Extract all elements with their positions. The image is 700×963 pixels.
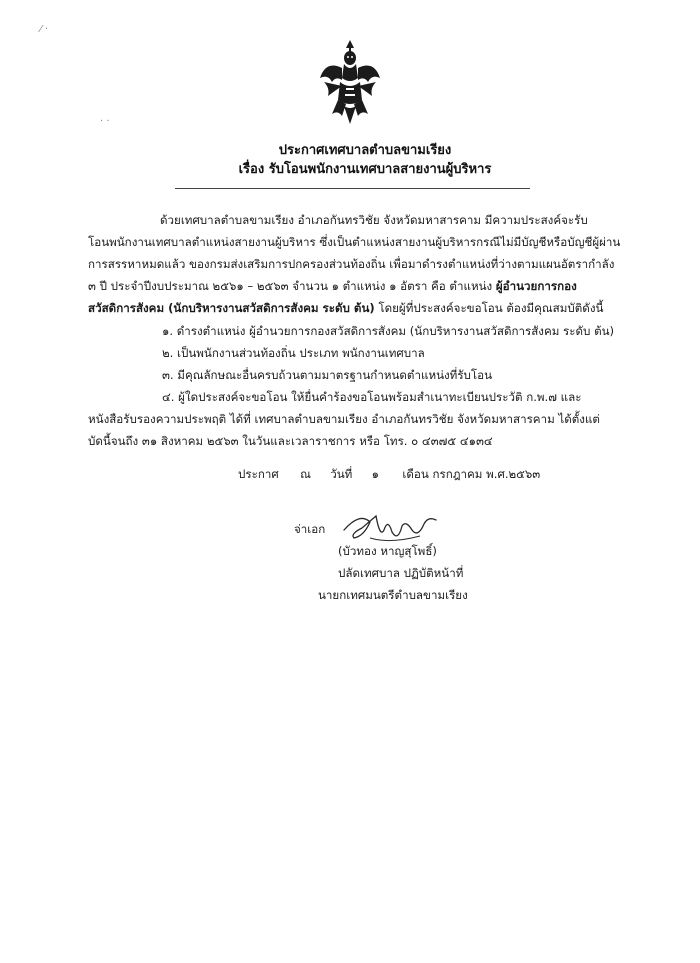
signer-position: ปลัดเทศบาล ปฏิบัติหน้าที่ — [338, 566, 464, 580]
announce-at: ณ — [300, 467, 311, 481]
body-line: การสรรหาหมดแล้ว ของกรมส่งเสริมการปกครองส่วนท้องถิ่น เพื่อมาดำรงตำแหน่งที่ว่างตามแผนอัตรากำลัง — [88, 257, 615, 271]
title-divider — [175, 188, 530, 189]
garuda-emblem-icon — [318, 38, 382, 126]
document-subject: เรื่อง รับโอนพนักงานเทศบาลสายงานผู้บริหาร — [238, 162, 492, 177]
qualification-item: ๒. เป็นพนักงานส่วนท้องถิ่น ประเภท พนักงานเทศบาล — [162, 346, 425, 360]
signer-acting-position: นายกเทศมนตรีตำบลขามเรียง — [318, 588, 468, 602]
body-line — [88, 300, 603, 318]
position-title-bold: สวัสดิการสังคม (นักบริหารงานสวัสดิการสังคม ระดับ ต้น) — [88, 301, 375, 315]
day-value: ๑ — [371, 467, 380, 481]
position-title-bold: ผู้อำนวยการกอง — [495, 279, 577, 293]
body-line: บัดนี้จนถึง ๓๑ สิงหาคม ๒๕๖๓ ในวันและเวลาราชการ หรือ โทร. ๐ ๔๓๗๕ ๔๑๓๔ — [88, 434, 493, 448]
body-line: ด้วยเทศบาลตำบลขามเรียง อำเภอกันทรวิชัย จังหวัดมหาสารคาม มีความประสงค์จะรับ — [160, 213, 588, 227]
body-line: หนังสือรับรองความประพฤติ ได้ที่ เทศบาลตำบลขามเรียง อำเภอกันทรวิชัย จังหวัดมหาสารคาม ได้ตั้งแต่ — [88, 412, 600, 426]
body-text: โดยผู้ที่ประสงค์จะขอโอน ต้องมีคุณสมบัติดังนี้ — [374, 301, 604, 315]
body-line: โอนพนักงานเทศบาลตำแหน่งสายงานผู้บริหาร ซึ่งเป็นตำแหน่งสายงานผู้บริหารกรณีไม่มีบัญชีหรือบัญชีผู้ผ่าน — [88, 235, 621, 249]
announcement-date — [238, 466, 540, 484]
announce-word: ประกาศ — [238, 467, 279, 481]
scan-speck: · · — [100, 116, 110, 127]
qualification-item: ๑. ดำรงตำแหน่ง ผู้อำนวยการกองสวัสดิการสังคม (นักบริหารงานสวัสดิการสังคม ระดับ ต้น) — [162, 324, 615, 338]
qualification-item: ๓. มีคุณลักษณะอื่นครบถ้วนตามมาตรฐานกำหนดตำแหน่งที่รับโอน — [162, 368, 493, 382]
copy-mark: จ่าเอก — [294, 522, 326, 536]
document-title: ประกาศเทศบาลตำบลขามเรียง — [278, 143, 452, 158]
qualification-item: ๔. ผู้ใดประสงค์จะขอโอน ให้ยื่นคำร้องขอโอนพร้อมสำเนาทะเบียนประวัติ ก.พ.๗ และ — [162, 390, 582, 404]
signer-name: (บัวทอง หาญสุโพธิ์) — [338, 544, 437, 558]
scan-speck: ⁄ · — [40, 24, 49, 35]
body-line — [88, 278, 577, 296]
month-year-value: กรกฎาคม พ.ศ.๒๕๖๓ — [432, 467, 541, 481]
month-label: เดือน — [402, 467, 429, 481]
day-label: วันที่ — [330, 467, 353, 481]
body-text: ๓ ปี ประจำปีงบประมาณ ๒๕๖๑ – ๒๕๖๓ จำนวน ๑ ตำแหน่ง ๑ อัตรา คือ ตำแหน่ง — [88, 279, 496, 293]
